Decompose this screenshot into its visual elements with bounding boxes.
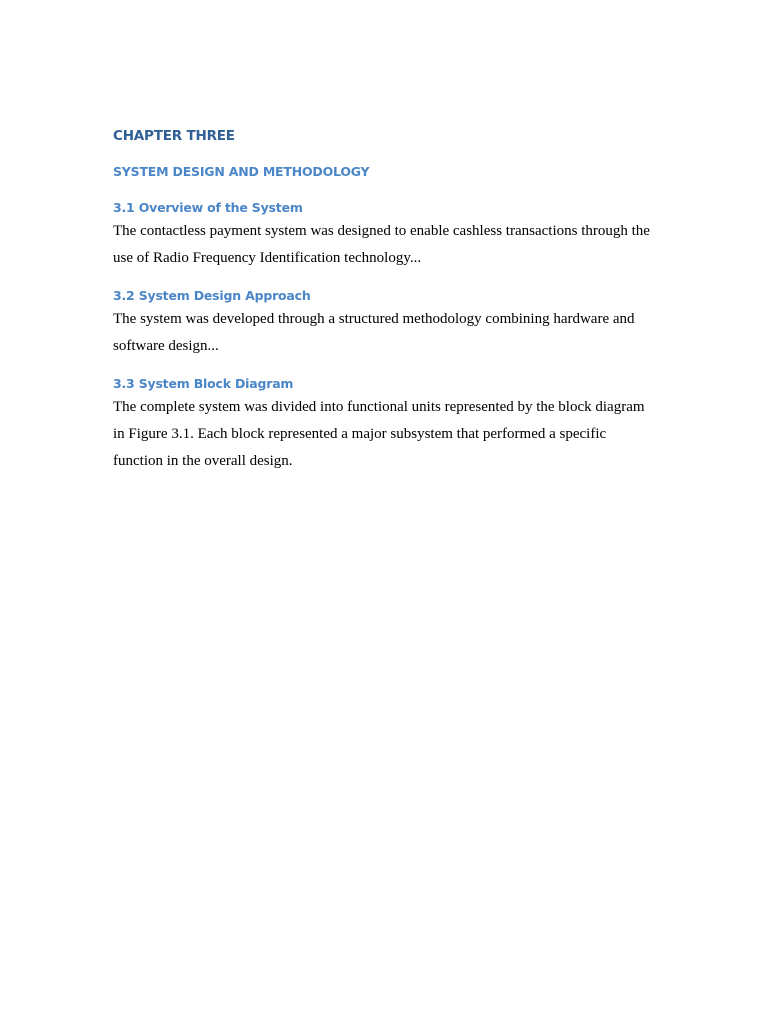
section-heading: 3.1 Overview of the System <box>113 200 303 215</box>
chapter-subtitle: SYSTEM DESIGN AND METHODOLOGY <box>113 164 370 179</box>
section-paragraph: The complete system was divided into functional units represented by the block diagram in Figure 3.1. Each block represented a major subsystem that performed a specific function in the overall design. <box>113 399 645 469</box>
section-design-approach <box>113 286 658 360</box>
section-heading: 3.2 System Design Approach <box>113 288 311 303</box>
section-block-diagram <box>113 374 658 475</box>
document-page <box>113 126 658 489</box>
section-paragraph: The contactless payment system was designed to enable cashless transactions through the use of Radio Frequency Identification technology... <box>113 223 650 266</box>
section-overview <box>113 198 658 272</box>
chapter-title: CHAPTER THREE <box>113 128 235 144</box>
section-heading: 3.3 System Block Diagram <box>113 376 294 391</box>
section-paragraph: The system was developed through a structured methodology combining hardware and software design... <box>113 311 635 354</box>
